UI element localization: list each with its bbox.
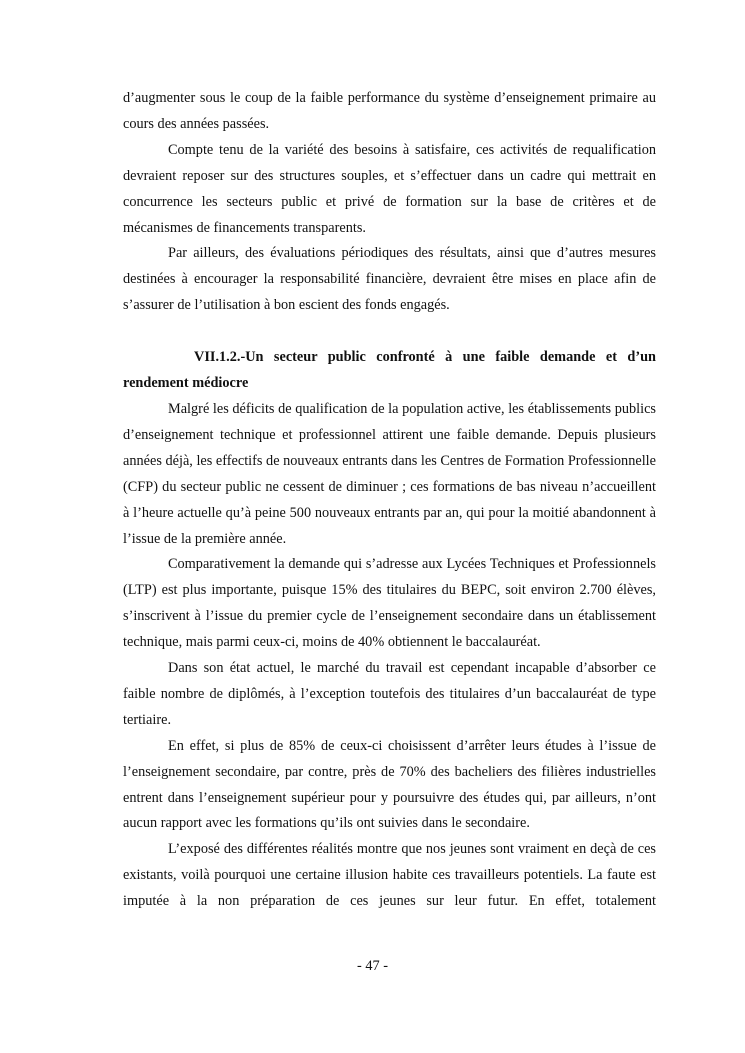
paragraph-tertiary-vs-industrial: En effet, si plus de 85% de ceux-ci choisissent d’arrêter leurs études à l’issue de l’enseignement secondaire, par contre, près de 70% des bacheliers des filières industrielles entrent dans l’enseignement supérieur pour y poursuivre des études qui, par ailleurs, n’ont aucun rapport avec les formations qu’ils ont suivies dans le secondaire.: [123, 737, 656, 832]
paragraph-youth-realities: L’exposé des différentes réalités montre que nos jeunes sont vraiment en deçà de ces existants, voilà pourquoi une certaine illusion habite ces travailleurs potentiels. La faute est imputée à la non préparation de ces jeunes sur leur futur. En effet, totalement: [123, 841, 656, 910]
document-page: [123, 86, 656, 915]
page-number: - 47 -: [357, 958, 388, 974]
paragraph-evaluations: Par ailleurs, des évaluations périodiques des résultats, ainsi que d’autres mesures destinées à encourager la responsabilité financière, devraient être mises en place afin de s’assurer de l’utilisation à bon escient des fonds engagés.: [123, 245, 656, 314]
paragraph-ltp-demand: Comparativement la demande qui s’adresse aux Lycées Techniques et Professionnels (LTP) est plus importante, puisque 15% des titulaires du BEPC, soit environ 2.700 élèves, s’inscrivent à l’issue du premier cycle de l’enseignement secondaire dans un établissement technique, mais parmi ceux-ci, moins de 40% obtiennent le baccalauréat.: [123, 556, 656, 651]
paragraph-requalification: Compte tenu de la variété des besoins à satisfaire, ces activités de requalification devraient reposer sur des structures souples, et s’effectuer dans un cadre qui mettrait en concurrence les secteurs public et privé de formation sur la base de critères et de mécanismes de financements transparents.: [123, 141, 656, 236]
paragraph-labor-market: Dans son état actuel, le marché du travail est cependant incapable d’absorber ce faible nombre de diplômés, à l’exception toutefois des titulaires d’un baccalauréat de type tertiaire.: [123, 660, 656, 728]
paragraph-public-sector-demand: Malgré les déficits de qualification de la population active, les établissements publics d’enseignement technique et professionnel attirent une faible demande. Depuis plusieurs années déjà, les effectifs de nouveaux entrants dans les Centres de Formation Professionnelle (CFP) du secteur public ne cessent de diminuer ; ces formations de bas niveau n’accueillent à l’heure actuelle qu’à peine 500 nouveaux entrants par an, qui pour la moitié abandonnent à l’issue de la première année.: [123, 400, 656, 547]
section-heading: VII.1.2.-Un secteur public confronté à une faible demande et d’un rendement médiocre: [123, 349, 656, 392]
paragraph-continuation: d’augmenter sous le coup de la faible performance du système d’enseignement primaire au cours des années passées.: [123, 90, 656, 132]
